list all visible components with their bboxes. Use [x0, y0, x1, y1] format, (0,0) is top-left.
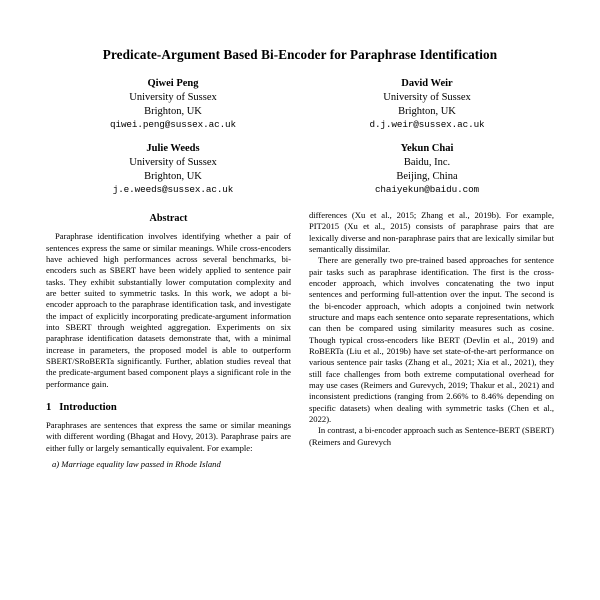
right-column	[309, 210, 554, 471]
example-item-a: a) Marriage equality law passed in Rhode Island	[52, 459, 221, 470]
section-number: 1	[46, 402, 52, 414]
author	[300, 77, 554, 131]
author-affiliation: Baidu, Inc.	[403, 156, 451, 168]
author	[46, 142, 300, 196]
author-email[interactable]: j.e.weeds@sussex.ac.uk	[112, 183, 234, 195]
author-name: Qiwei Peng	[147, 78, 199, 90]
section-title: Introduction	[59, 402, 117, 414]
abstract-paragraph: Paraphrase identification involves identifying whether a pair of sentences express the same or similar meanings. While cross-encoders have achieved high performances across several benchmarks, bi-encoders such as SBERT have been widely applied to sentence pair tasks. They exhibit substantially lower computation complexity and are better suited to symmetric tasks. In this work, we adopt a bi-encoder approach to the paraphrase identification task, and investigate the impact of explicitly incorporating predicate-argument information into SBERT through weighted aggregation. Experiments on six paraphrase identification datasets demonstrate that, with a minimal increase in parameters, the proposed model is able to outperform SBERT/SRoBERTa significantly. Further, ablation studies reveal that the predicate-argument based component plays a significant role in the performance gain.	[46, 231, 291, 389]
intro-paragraph-1: Paraphrases are sentences that express the same or similar meanings with different wording (Bhagat and Hovy, 2013). Paraphrase pairs are either fully or largely semantically equivalent. For example:	[46, 420, 291, 453]
right-paragraph-2: There are generally two pre-trained based approaches for sentence pair tasks such as paraphrase identification. The first is the cross-encoder approach, which involves concatenating the two input sentences and performing full-attention over the input. The second is the bi-encoder approach, which adopts a conjoined twin network structure and maps each sentence onto separate representations, which can then be compared using similarity measures such as cosine. Though typical cross-encoders like BERT (Devlin et al., 2019) and RoBERTa (Liu et al., 2019b) have set state-of-the-art performance on various sentence pair tasks (Zhang et al., 2021; Xia et al., 2021), they still face challenges from both extreme computational overhead for may use cases (Reimers and Gurevych, 2019; Thakur et al., 2021) and inconsistent predictions (ranging from 2.66% to 8.46% depending on specific datasets) when dealing with symmetric tasks (Chen et al., 2022).	[309, 255, 554, 425]
page-title: Predicate-Argument Based Bi-Encoder for Paraphrase Identification	[102, 47, 498, 62]
right-paragraph-1: differences (Xu et al., 2015; Zhang et al., 2019b). For example, PIT2015 (Xu et al., 2015) consists of paraphrase pairs that are lexically diverse and non-paraphrase pairs that are lexically similar but semantically dissimilar.	[309, 209, 554, 254]
author-location: Beijing, China	[396, 170, 458, 182]
author-name: David Weir	[401, 78, 453, 90]
author-email[interactable]: chaiyekun@baidu.com	[374, 183, 480, 195]
left-column	[46, 210, 291, 471]
author-name: Yekun Chai	[400, 143, 454, 154]
author-email[interactable]: d.j.weir@sussex.ac.uk	[369, 118, 485, 130]
author-affiliation: University of Sussex	[129, 156, 217, 168]
author-location: Brighton, UK	[398, 105, 456, 117]
abstract-body	[46, 231, 291, 390]
author-name: Julie Weeds	[146, 143, 200, 154]
author	[300, 142, 554, 196]
author-block	[46, 77, 554, 196]
author-location: Brighton, UK	[144, 105, 202, 117]
author-row	[46, 142, 554, 196]
author-row	[46, 77, 554, 131]
right-paragraph-3: In contrast, a bi-encoder approach such as Sentence-BERT (SBERT) (Reimers and Gurevych	[309, 425, 554, 447]
author	[46, 77, 300, 131]
section-heading-introduction	[46, 401, 291, 415]
body-columns	[46, 210, 554, 471]
author-affiliation: University of Sussex	[383, 92, 471, 104]
author-location: Brighton, UK	[144, 170, 202, 182]
author-email[interactable]: qiwei.peng@sussex.ac.uk	[109, 118, 237, 130]
author-affiliation: University of Sussex	[129, 92, 217, 104]
abstract-heading: Abstract	[149, 212, 188, 224]
